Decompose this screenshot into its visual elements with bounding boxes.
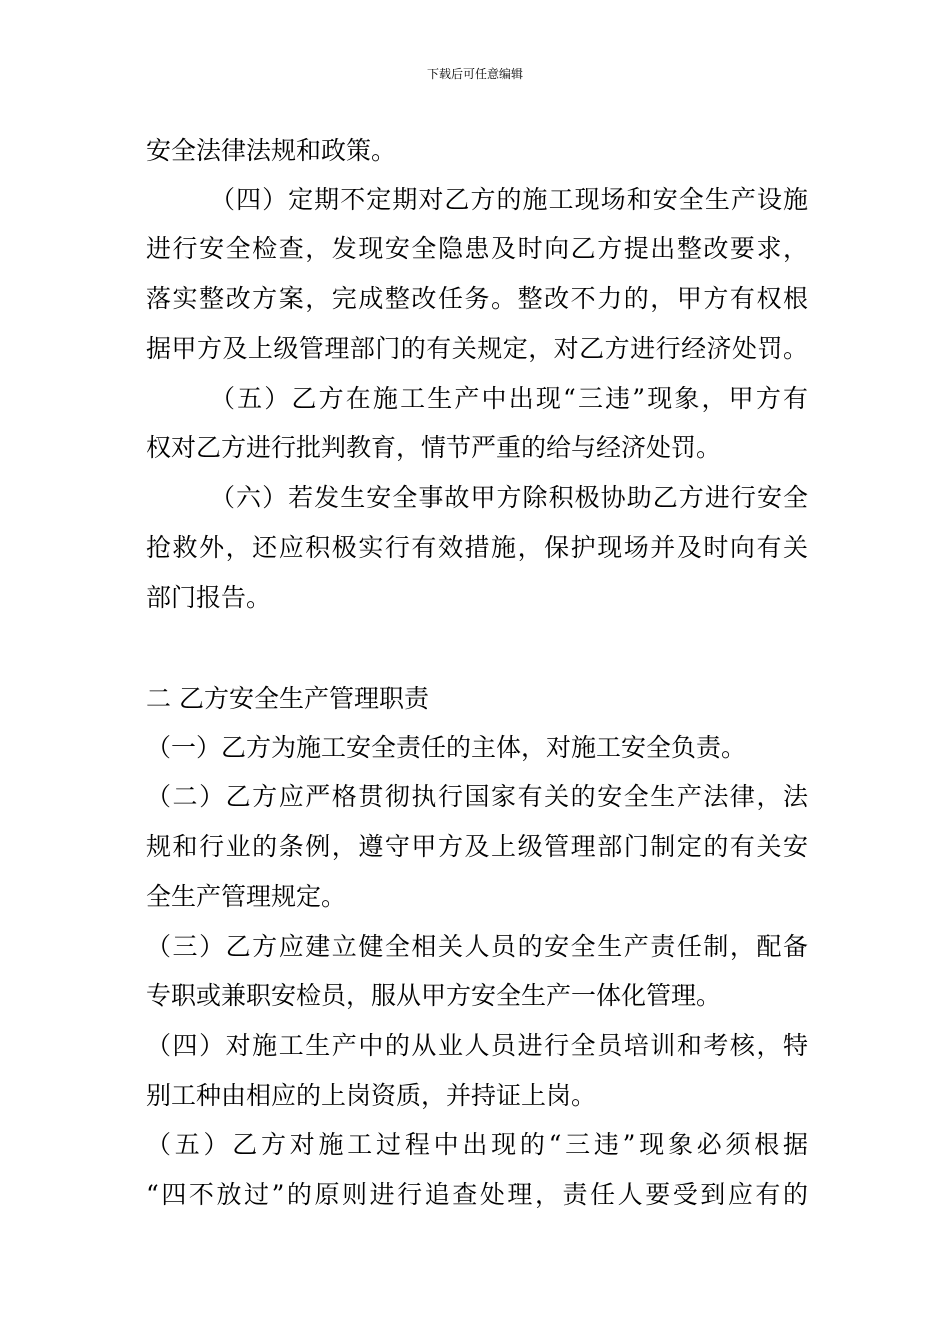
page-header: 下载后可任意编辑 — [426, 67, 523, 81]
text-line: 抢救外，还应积极实行有效措施，保护现场并及时向有关 — [146, 533, 808, 562]
text-line: （一）乙方为施工安全责任的主体，对施工安全负责。 — [146, 733, 747, 762]
text-line: 安全法律法规和政策。 — [146, 136, 397, 165]
text-line: 别工种由相应的上岗资质，并持证上岗。 — [146, 1081, 597, 1110]
text-line: 专职或兼职安检员，服从甲方安全生产一体化管理。 — [146, 981, 722, 1010]
text-line: （三）乙方应建立健全相关人员的安全生产责任制，配备 — [146, 932, 808, 961]
text-line: 落实整改方案，完成整改任务。整改不力的，甲方有权根 — [146, 284, 808, 313]
text-line: （五）乙方在施工生产中出现“三违”现象，甲方有 — [210, 384, 808, 413]
text-line: （四）定期不定期对乙方的施工现场和安全生产设施 — [210, 185, 808, 214]
text-line: （六）若发生安全事故甲方除积极协助乙方进行安全 — [210, 483, 808, 512]
text-line: “四不放过”的原则进行追查处理，责任人要受到应有的 — [146, 1180, 808, 1209]
text-line: 部门报告。 — [146, 583, 272, 612]
text-line: 进行安全检查，发现安全隐患及时向乙方提出整改要求， — [146, 234, 808, 263]
text-line: 权对乙方进行批判教育，情节严重的给与经济处罚。 — [146, 433, 722, 462]
text-line: （四）对施工生产中的从业人员进行全员培训和考核，特 — [146, 1031, 808, 1060]
text-line: （五）乙方对施工过程中出现的“三违”现象必须根据 — [146, 1130, 808, 1159]
text-line: 全生产管理规定。 — [146, 882, 347, 911]
text-line: （二）乙方应严格贯彻执行国家有关的安全生产法律，法 — [146, 782, 808, 811]
section-heading: 二 乙方安全生产管理职责 — [146, 684, 429, 713]
text-line: 据甲方及上级管理部门的有关规定，对乙方进行经济处罚。 — [146, 334, 808, 363]
text-line: 规和行业的条例，遵守甲方及上级管理部门制定的有关安 — [146, 832, 808, 861]
